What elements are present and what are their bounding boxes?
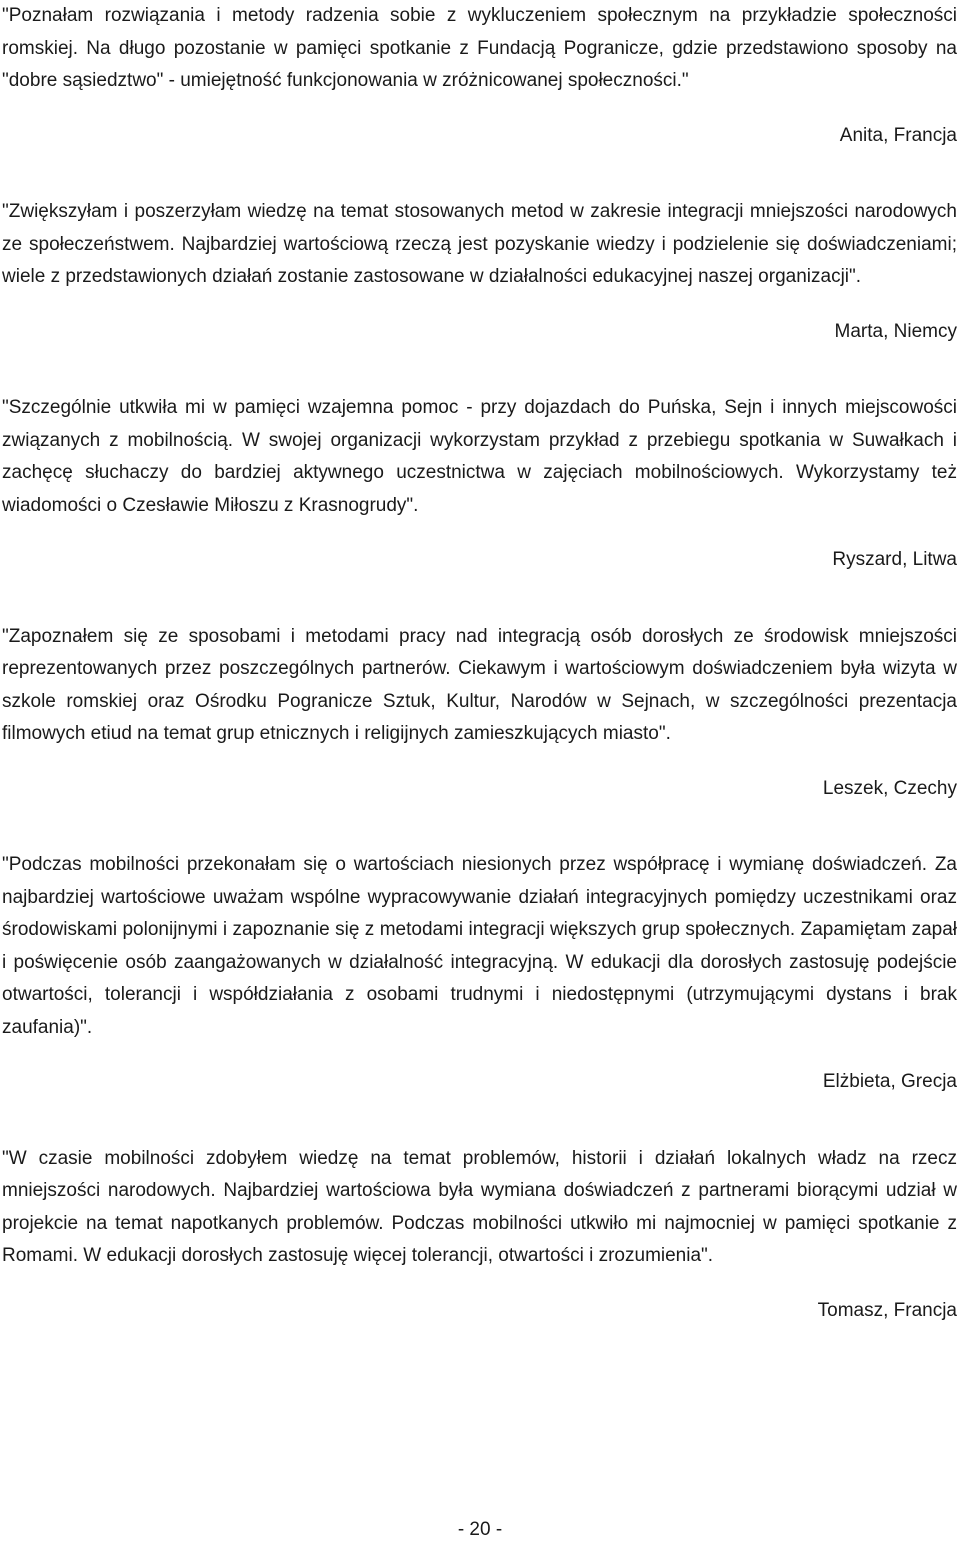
testimonial-text: "Podczas mobilności przekonałam się o wartościach niesionych przez współpracę i wymianę doświadczeń. Za najbardziej wartościowe uważam wspólne wypracowywanie działań integracyjnych pomiędzy uczestnikami oraz środowiskami polonijnymi i zapoznanie się z metodami integracji większych grup społecznych. Zapamiętam zapał i poświęcenie osób zaangażowanych w działalność integracyjną. W edukacji dla dorosłych zastosuję podejście otwartości, tolerancji i współdziałania z osobami trudnymi i niedostępnymi (utrzymującymi dystans i brak zaufania)".	[2, 854, 957, 1038]
testimonial-text: "W czasie mobilności zdobyłem wiedzę na temat problemów, historii i działań lokalnych władz na rzecz mniejszości narodowych. Najbardziej wartościowa była wymiana doświadczeń z partnerami biorącymi udział w projekcie na temat napotkanych problemów. Podczas mobilności utkwiło mi najmocniej w pamięci spotkanie z Romami. W edukacji dorosłych zastosuję więcej tolerancji, otwartości i zrozumienia".	[2, 1147, 957, 1266]
document-body	[2, 0, 957, 1327]
testimonial-text: "Zwiększyłam i poszerzyłam wiedzę na temat stosowanych metod w zakresie integracji mniejszości narodowych ze społeczeństwem. Najbardziej wartościową rzeczą jest pozyskanie wiedzy i podzielenie się doświadczeniami; wiele z przedstawionych działań zostanie zastosowane w działalności edukacyjnej naszej organizacji".	[2, 201, 957, 287]
spacer	[2, 522, 957, 544]
spacer	[2, 751, 957, 773]
testimonial-signature: Leszek, Czechy	[822, 777, 957, 799]
spacer	[2, 577, 957, 621]
spacer	[2, 1273, 957, 1295]
spacer	[2, 805, 957, 849]
spacer	[2, 1099, 957, 1143]
testimonial-signature: Ryszard, Litwa	[832, 549, 957, 570]
spacer	[2, 152, 957, 196]
intro-testimonial-signature: Anita, Francja	[839, 124, 957, 146]
page-number: - 20 -	[457, 1519, 503, 1540]
testimonial-signature: Marta, Niemcy	[834, 320, 957, 342]
spacer	[2, 1044, 957, 1066]
testimonial-signature: Tomasz, Francja	[817, 1299, 957, 1321]
intro-testimonial-text: "Poznałam rozwiązania i metody radzenia sobie z wykluczeniem społecznym na przykładzie społeczności romskiej. Na długo pozostanie w pamięci spotkanie z Fundacją Pogranicze, gdzie przedstawiono sposoby na "dobre sąsiedztwo" - umiejętność funkcjonowania w zróżnicowanej społeczności."	[2, 5, 957, 91]
testimonial-text: "Szczególnie utkwiła mi w pamięci wzajemna pomoc - przy dojazdach do Puńska, Sejn i innych miejscowości związanych z mobilnością. W swojej organizacji wykorzystam przykład z przebiegu spotkania w Suwałkach i zachęcę słuchaczy do bardziej aktywnego uczestnictwa w zajęciach mobilnościowych. Wykorzystamy też wiadomości o Czesławie Miłoszu z Krasnogrudy".	[2, 397, 957, 516]
spacer	[2, 98, 957, 120]
testimonial-signature: Elżbieta, Grecja	[822, 1071, 957, 1092]
testimonial-text: "Zapoznałem się ze sposobami i metodami pracy nad integracją osób dorosłych ze środowisk mniejszości reprezentowanych przez poszczególnych partnerów. Ciekawym i wartościowym doświadczeniem była wizyta w szkole romskiej oraz Ośrodku Pogranicze Sztuk, Kultur, Narodów w Sejnach, w szczególności prezentacja filmowych etiud na temat grup etnicznych i religijnych zamieszkujących miasto".	[2, 625, 957, 744]
spacer	[2, 348, 957, 392]
spacer	[2, 294, 957, 316]
